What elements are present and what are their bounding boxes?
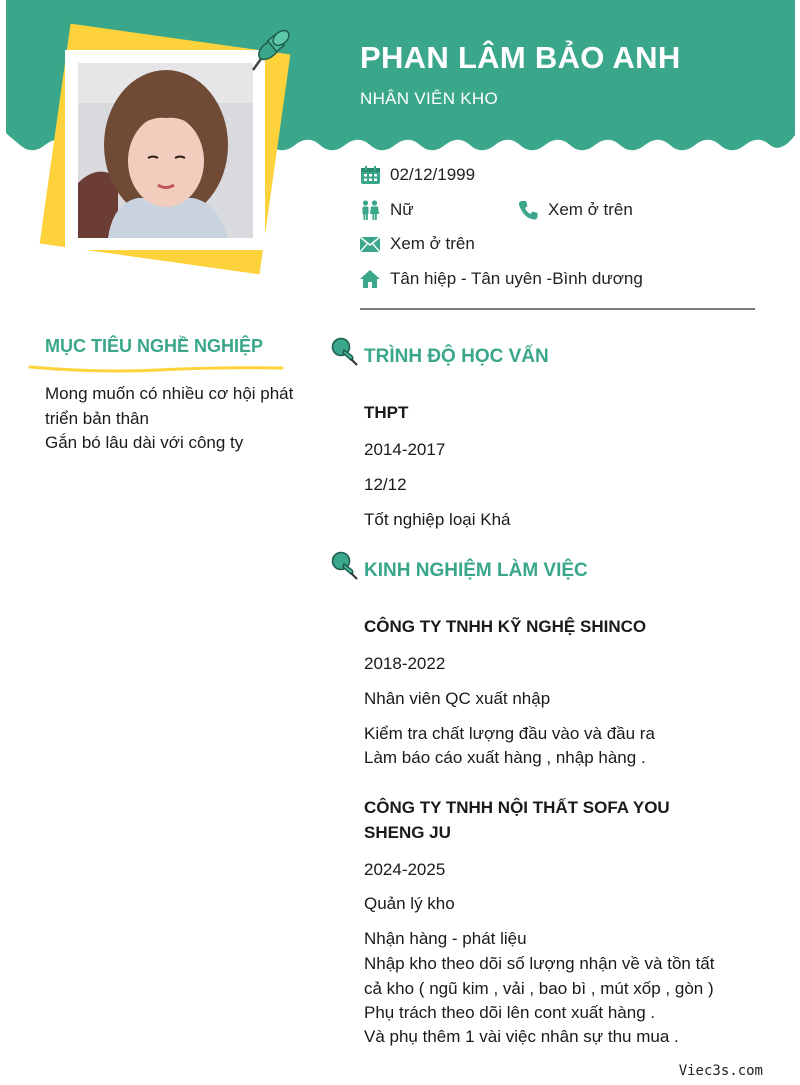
job-period: 2024-2025 bbox=[364, 860, 446, 879]
info-phone bbox=[518, 200, 633, 220]
objective-line: Gắn bó lâu dài với công ty bbox=[45, 433, 244, 452]
info-email bbox=[360, 234, 475, 254]
job-position: Quản lý kho bbox=[364, 894, 455, 913]
info-gender bbox=[360, 200, 414, 220]
address-text: Tân hiệp - Tân uyên -Bình dương bbox=[390, 269, 643, 288]
education-period: 2014-2017 bbox=[364, 440, 446, 459]
profile-photo bbox=[78, 63, 253, 238]
candidate-job-title: NHÂN VIÊN KHO bbox=[360, 89, 499, 108]
phone-icon bbox=[518, 200, 538, 220]
info-birthday bbox=[360, 165, 475, 185]
job-task: Và phụ thêm 1 vài việc nhân sự thu mua . bbox=[364, 1027, 679, 1046]
experience-header bbox=[330, 560, 588, 582]
objective-underline bbox=[28, 362, 284, 374]
education-title: TRÌNH ĐỘ HỌC VẤN bbox=[364, 346, 549, 367]
job-task: Nhập kho theo dõi số lượng nhận về và tồn tất cả kho ( ngũ kim , vải , bao bì , mút xốp , gòn ) bbox=[364, 954, 715, 998]
envelope-icon bbox=[360, 234, 380, 254]
job-position: Nhân viên QC xuất nhập bbox=[364, 689, 551, 708]
objective-title: MỤC TIÊU NGHỀ NGHIỆP bbox=[45, 336, 264, 356]
objective-line: Mong muốn có nhiều cơ hội phát triển bản thân bbox=[45, 384, 294, 428]
job-task: Làm báo cáo xuất hàng , nhập hàng . bbox=[364, 748, 646, 767]
education-result: Tốt nghiệp loại Khá bbox=[364, 510, 511, 529]
home-icon bbox=[360, 269, 380, 289]
candidate-name: PHAN LÂM BẢO ANH bbox=[360, 40, 681, 75]
birthday-text: 02/12/1999 bbox=[390, 165, 476, 184]
pushpin-icon bbox=[330, 337, 358, 367]
job-period: 2018-2022 bbox=[364, 654, 446, 673]
email-text: Xem ở trên bbox=[390, 234, 475, 253]
footer-watermark: Viec3s.com bbox=[678, 1063, 763, 1079]
profile-photo-area bbox=[40, 28, 290, 273]
job-company: CÔNG TY TNHH KỸ NGHỆ SHINCO bbox=[364, 617, 647, 636]
info-divider bbox=[360, 308, 755, 310]
gender-icon bbox=[360, 200, 380, 220]
education-header bbox=[330, 346, 549, 368]
gender-text: Nữ bbox=[390, 200, 414, 219]
job-task: Nhận hàng - phát liệu bbox=[364, 929, 527, 948]
info-address bbox=[360, 269, 643, 289]
education-school: THPT bbox=[364, 403, 409, 422]
experience-title: KINH NGHIỆM LÀM VIỆC bbox=[364, 560, 588, 581]
job-task: Kiểm tra chất lượng đầu vào và đầu ra bbox=[364, 724, 655, 743]
education-grade: 12/12 bbox=[364, 475, 407, 494]
pushpin-icon bbox=[330, 551, 358, 581]
calendar-icon bbox=[360, 165, 380, 185]
pushpin-icon bbox=[245, 26, 295, 74]
photo-frame bbox=[65, 50, 265, 250]
phone-text: Xem ở trên bbox=[548, 200, 633, 219]
objective-text bbox=[45, 382, 315, 456]
job-company: CÔNG TY TNHH NỘI THẤT SOFA YOU SHENG JU bbox=[364, 798, 670, 842]
job-task: Phụ trách theo dõi lên cont xuất hàng . bbox=[364, 1003, 656, 1022]
